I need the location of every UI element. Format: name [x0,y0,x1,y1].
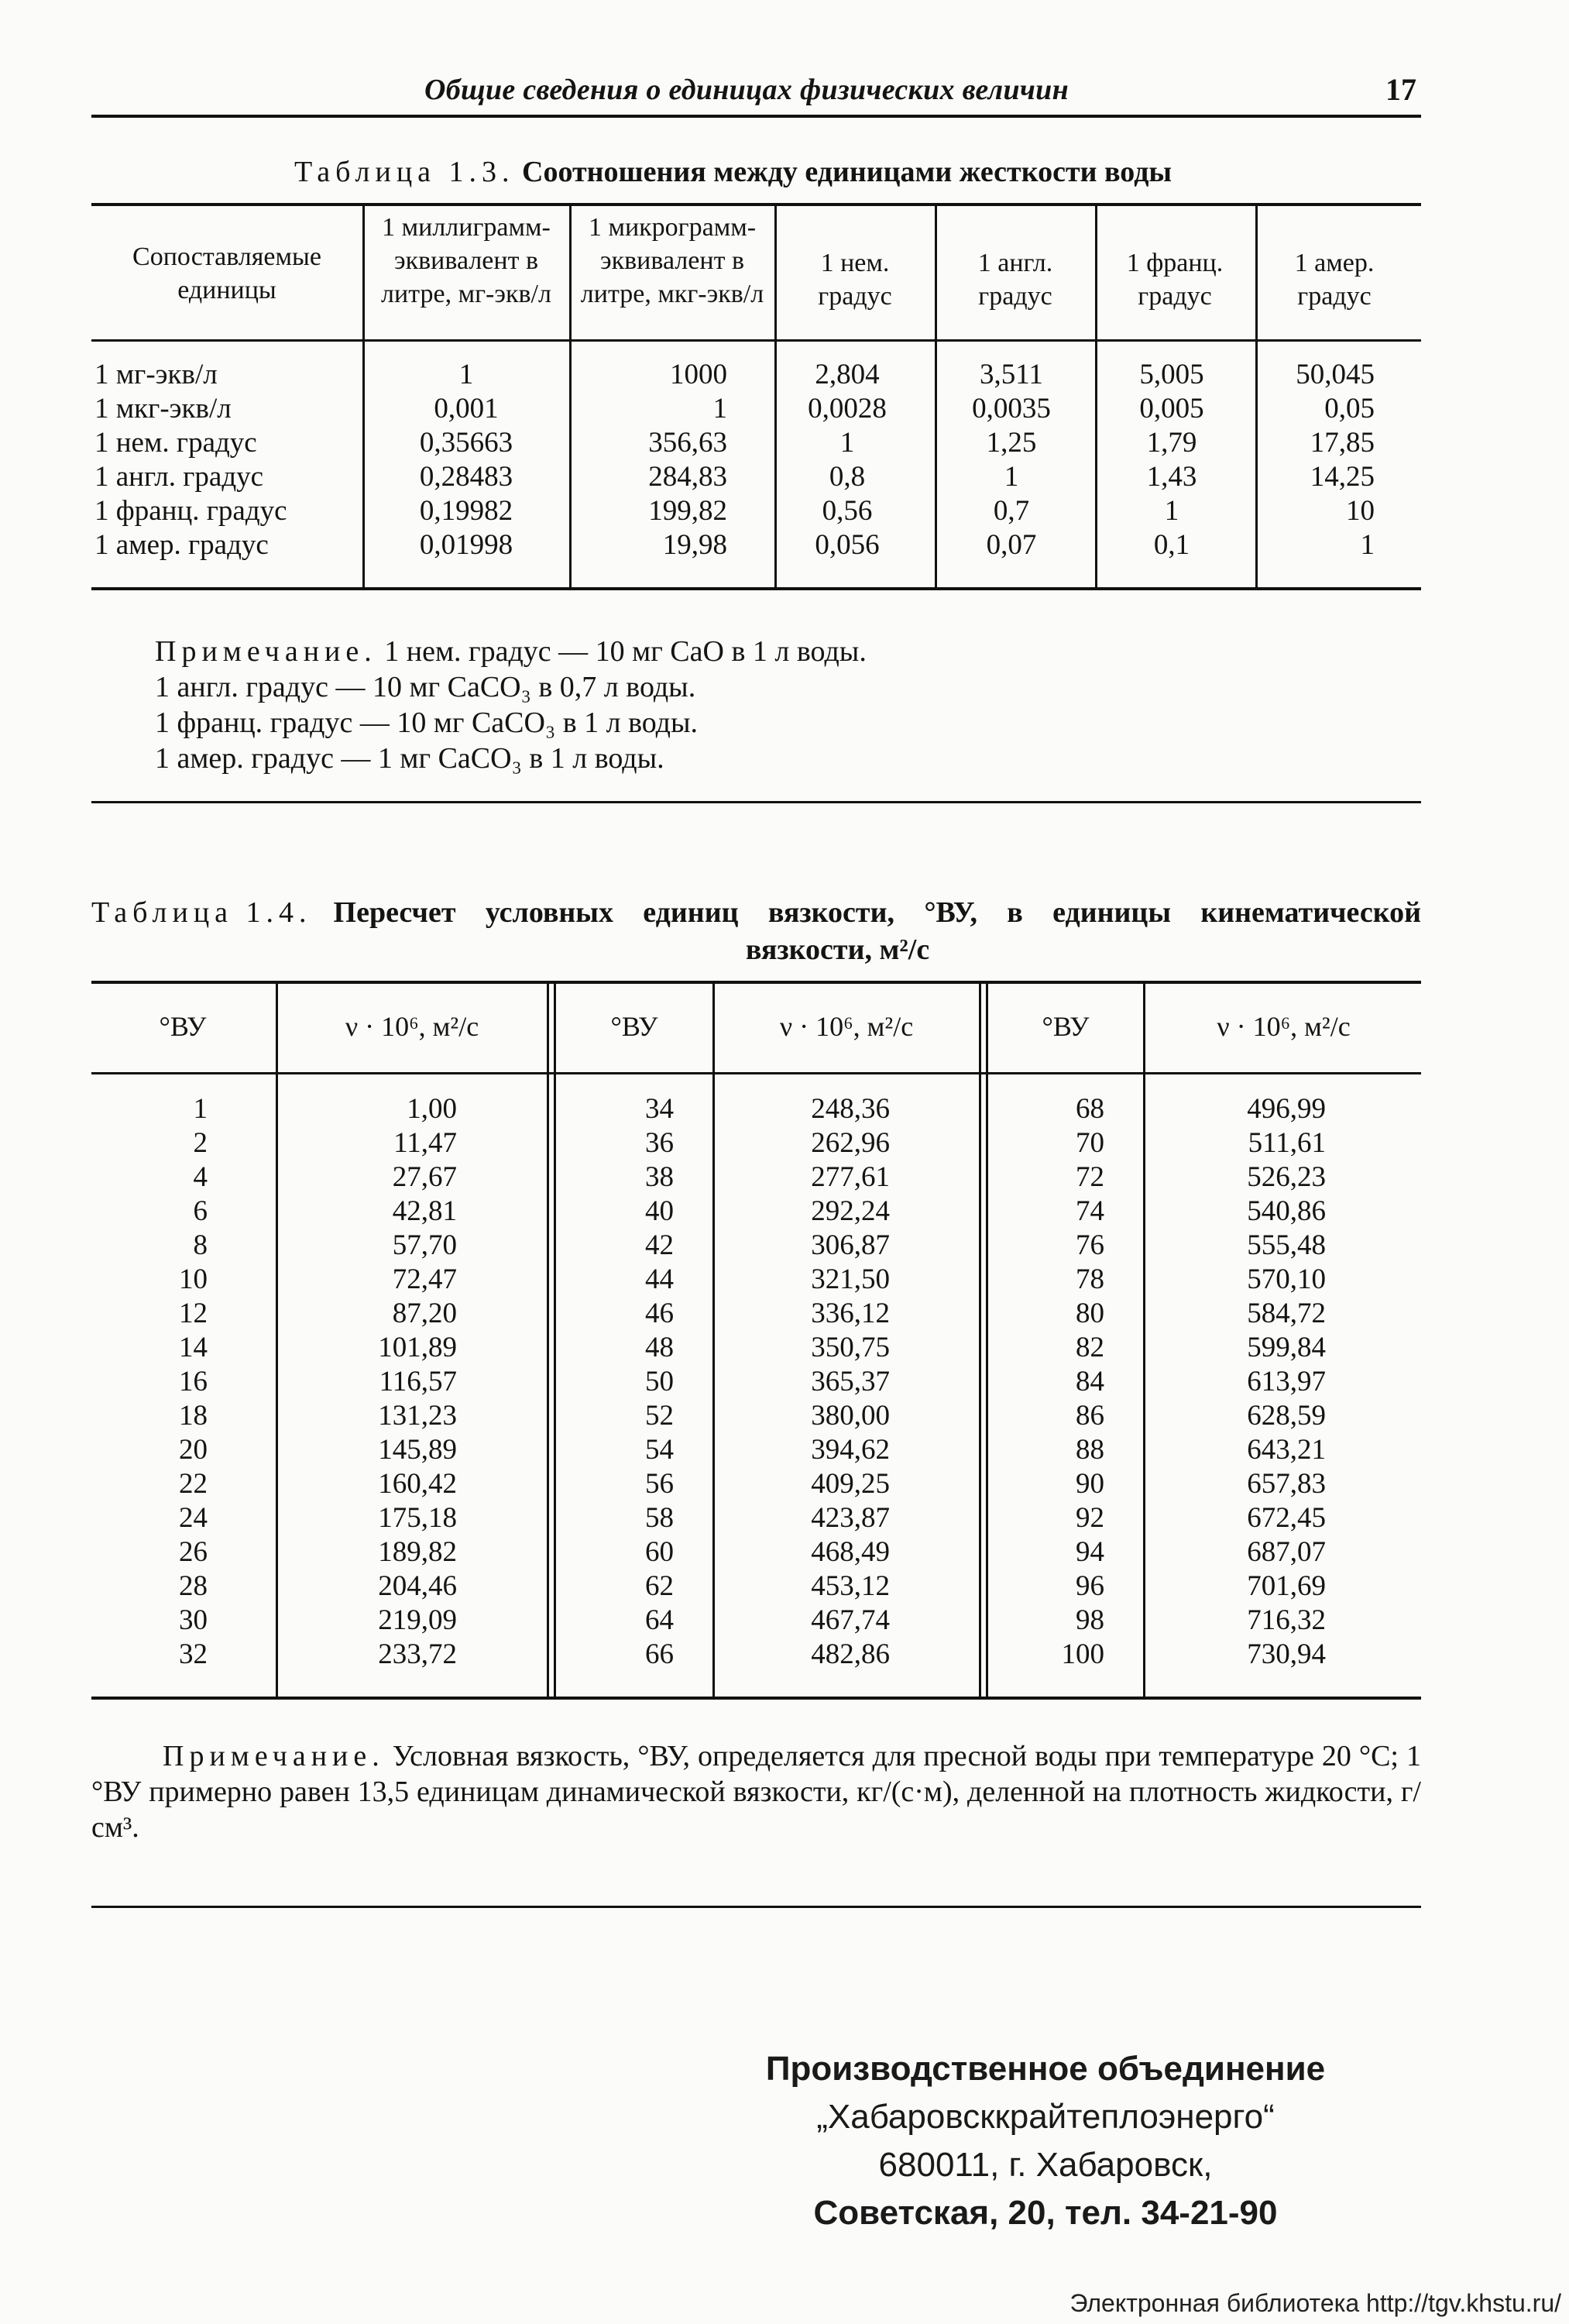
table14-nu-cell: 599,84 [1247,1332,1326,1363]
table14-col-divider-double [986,982,988,1697]
table14-vu-cell: 30 [179,1604,208,1636]
table14-nu-cell: 189,82 [378,1536,457,1568]
table14-nu-cell: 511,61 [1248,1127,1326,1159]
table14-vu-cell: 58 [645,1502,674,1534]
table14-nu-cell: 42,81 [392,1195,457,1227]
section-divider [91,1906,1421,1908]
table14-vu-cell: 42 [645,1229,674,1261]
table13-row-unit: 1 франц. градус [94,495,287,527]
table14-note-text: Условная вязкость, °ВУ, определяется для пресной воды при температуре 20 °C; 1 °ВУ примерно равен 13,5 единицам динамической вязкости, кг/(с·м), деленной на плотность жидкости, г/см³. [91,1740,1421,1844]
table13-cell: 0,8 [829,461,866,493]
table14-nu-cell: 1,00 [407,1093,457,1125]
table13-cell: 2,804 [815,359,880,390]
table14-vu-cell: 60 [645,1536,674,1568]
table13-cell: 199,82 [648,495,727,527]
table13-cell: 0,56 [822,495,873,527]
table13-caption [294,153,1172,191]
table13-cell: 1 [1164,495,1179,527]
table13-cell: 0,005 [1139,393,1204,425]
table14-col-divider [1143,982,1145,1697]
table14-nu-cell: 145,89 [378,1434,457,1466]
table13-row-unit: 1 мкг-экв/л [94,393,232,425]
table14-nu-cell: 643,21 [1247,1434,1326,1466]
table14-vu-cell: 94 [1076,1536,1104,1568]
table13-cell: 1,43 [1146,461,1197,493]
table14-vu-cell: 54 [645,1434,674,1466]
table13-caption-title: Соотношения между единицами жесткости воды [522,156,1172,188]
table14-nu-cell: 87,20 [392,1298,457,1329]
table14-header-vu: °ВУ [159,1011,207,1042]
table14-bottom-rule [91,1697,1421,1700]
table14-vu-cell: 1 [193,1093,208,1125]
table14-top-rule [91,981,1421,984]
table14-nu-cell: 453,12 [811,1570,890,1602]
table14-nu-cell: 482,86 [811,1638,890,1670]
table13-cell: 0,0028 [808,393,887,425]
table13-cell: 50,045 [1296,359,1375,390]
library-footer: Электронная библиотека http://tgv.khstu.ru/ [1069,2289,1561,2317]
table14-vu-cell: 20 [179,1434,208,1466]
table14-caption-title-line2: вязкости, м²/с [745,933,930,966]
table14-nu-cell: 11,47 [393,1127,457,1159]
table13-note-line: 1 франц. градус — 10 мг CaCO₃ в 1 л воды. [155,706,699,739]
table13-cell: 0,05 [1324,393,1375,425]
table14-vu-cell: 84 [1076,1366,1104,1397]
table14-nu-cell: 116,57 [379,1366,457,1397]
table13-cell: 0,07 [986,529,1037,561]
table13-caption-label: Таблица 1.3. [294,156,515,188]
table14-vu-cell: 52 [645,1400,674,1432]
table14-vu-cell: 44 [645,1263,674,1295]
table14-nu-cell: 365,37 [811,1366,890,1397]
table13-header-mkg-eq: 1 микрограмм-эквивалент в литре, мкг-экв/л [580,213,764,308]
table14-nu-cell: 336,12 [811,1298,890,1329]
table13-note-line: 1 нем. градус — 10 мг CaO в 1 л воды. [384,635,867,668]
table14-caption [91,894,1421,968]
table13-header-german: 1 нем. градус [818,249,892,311]
table14-vu-cell: 62 [645,1570,674,1602]
table14-vu-cell: 36 [645,1127,674,1159]
table14-vu-cell: 90 [1076,1468,1104,1500]
table13-cell: 1 [712,393,727,425]
table14-col-divider [712,982,715,1697]
table14-vu-cell: 18 [179,1400,208,1432]
table14-nu-cell: 72,47 [392,1263,457,1295]
table13-bottom-rule [91,587,1421,590]
table13-row-unit: 1 англ. градус [94,461,264,493]
table14-nu-cell: 555,48 [1247,1229,1326,1261]
table14-nu-cell: 160,42 [378,1468,457,1500]
table14-nu-cell: 175,18 [378,1502,457,1534]
table13-cell: 1 [839,427,855,459]
table14-nu-cell: 292,24 [811,1195,890,1227]
table14-vu-cell: 22 [179,1468,208,1500]
table14-nu-cell: 657,83 [1247,1468,1326,1500]
table14-vu-cell: 66 [645,1638,674,1670]
table14-vu-cell: 72 [1076,1161,1104,1193]
stamp-line: Советская, 20, тел. 34-21-90 [813,2194,1278,2232]
table14-nu-cell: 27,67 [392,1161,457,1193]
table14-nu-cell: 57,70 [392,1229,457,1261]
table14-nu-cell: 716,32 [1247,1604,1326,1636]
table13-header-french: 1 франц. градус [1126,249,1224,311]
table14-vu-cell: 82 [1076,1332,1104,1363]
section-divider [91,801,1421,803]
table13-cell: 1,25 [986,427,1037,459]
table14-vu-cell: 38 [645,1161,674,1193]
table14-nu-cell: 423,87 [811,1502,890,1534]
table14-nu-cell: 101,89 [378,1332,457,1363]
table13-row-unit: 1 мг-экв/л [94,359,218,390]
table14-col-divider-double [547,982,549,1697]
table14-nu-cell: 219,09 [378,1604,457,1636]
table14-vu-cell: 48 [645,1332,674,1363]
table14-nu-cell: 628,59 [1247,1400,1326,1432]
table13-cell: 1 [458,359,474,390]
table14-nu-cell: 687,07 [1247,1536,1326,1568]
table13-header-units: Сопоставляемые единицы [132,242,321,304]
stamp-line: Производственное объединение [765,2050,1326,2088]
table14-vu-cell: 96 [1076,1570,1104,1602]
table13-col-divider [935,205,937,587]
table13-cell: 1000 [670,359,727,390]
table14-vu-cell: 92 [1076,1502,1104,1534]
table14-nu-cell: 131,23 [378,1400,457,1432]
table13-header-english: 1 англ. градус [977,249,1053,311]
publisher-stamp [697,2045,1394,2237]
running-header [91,68,1421,118]
table13-header-mg-eq: 1 миллиграмм-эквивалент в литре, мг-экв/л [381,213,551,308]
table13-cell: 1 [1004,461,1019,493]
table14-header-rule [91,1072,1421,1074]
table14-header-nu: ν · 10⁶, м²/с [345,1011,479,1042]
table14-col-divider [276,982,278,1697]
table14-nu-cell: 277,61 [811,1161,890,1193]
stamp-line: 680011, г. Хабаровск, [878,2146,1213,2184]
table14-vu-cell: 14 [179,1332,208,1363]
table14-vu-cell: 74 [1076,1195,1104,1227]
table14-note-label: Примечание. [163,1740,385,1772]
table14-nu-cell: 204,46 [378,1570,457,1602]
table14-vu-cell: 2 [193,1127,208,1159]
table13-col-divider [774,205,777,587]
table14-header-nu: ν · 10⁶, м²/с [779,1011,914,1042]
table14-nu-cell: 672,45 [1247,1502,1326,1534]
table14-col-divider-double [554,982,556,1697]
table14-vu-cell: 88 [1076,1434,1104,1466]
table14-vu-cell: 50 [645,1366,674,1397]
table13-cell: 0,0035 [972,393,1051,425]
table14-col-divider-double [979,982,981,1697]
table13-cell: 5,005 [1139,359,1204,390]
table13-cell: 0,056 [815,529,880,561]
table14-vu-cell: 70 [1076,1127,1104,1159]
table13-cell: 0,001 [434,393,499,425]
table13-cell: 356,63 [648,427,727,459]
table14-nu-cell: 526,23 [1247,1161,1326,1193]
table14-vu-cell: 40 [645,1195,674,1227]
table13-row-unit: 1 амер. градус [94,529,269,561]
table14-nu-cell: 233,72 [378,1638,457,1670]
table14-vu-cell: 10 [179,1263,208,1295]
table14-nu-cell: 540,86 [1247,1195,1326,1227]
table14-vu-cell: 28 [179,1570,208,1602]
table14-nu-cell: 570,10 [1247,1263,1326,1295]
table14-nu-cell: 248,36 [811,1093,890,1125]
table14-nu-cell: 409,25 [811,1468,890,1500]
table14-nu-cell: 321,50 [811,1263,890,1295]
running-header-title: Общие сведения о единицах физических величин [424,74,1069,106]
table14-nu-cell: 380,00 [811,1400,890,1432]
table14-header-vu: °ВУ [610,1011,658,1042]
table14-note [91,1738,1421,1845]
table13-cell: 17,85 [1310,427,1375,459]
table13-col-divider [362,205,365,587]
table13-cell: 1 [1360,529,1375,561]
page-number: 17 [1385,72,1416,107]
table14-vu-cell: 98 [1076,1604,1104,1636]
table14-vu-cell: 26 [179,1536,208,1568]
table13-note-line: 1 амер. градус — 1 мг CaCO₃ в 1 л воды. [155,742,664,775]
table13-cell: 0,19982 [419,495,513,527]
table13-cell: 0,35663 [419,427,513,459]
table14-nu-cell: 394,62 [811,1434,890,1466]
table14-vu-cell: 100 [1061,1638,1104,1670]
table13-cell: 284,83 [648,461,727,493]
stamp-line: „Хабаровсккрайтеплоэнерго“ [816,2098,1275,2136]
table14-vu-cell: 32 [179,1638,208,1670]
table14-nu-cell: 613,97 [1247,1366,1326,1397]
table14-vu-cell: 6 [193,1195,208,1227]
table14-caption-label: Таблица 1.4. [91,896,312,929]
table13-header-rule [91,339,1421,342]
table14-nu-cell: 701,69 [1247,1570,1326,1602]
table13-cell: 14,25 [1310,461,1375,493]
table14-vu-cell: 56 [645,1468,674,1500]
table14-vu-cell: 34 [645,1093,674,1125]
table14-vu-cell: 68 [1076,1093,1104,1125]
table14-nu-cell: 730,94 [1247,1638,1326,1670]
table14-nu-cell: 584,72 [1247,1298,1326,1329]
table14-vu-cell: 76 [1076,1229,1104,1261]
table13-cell: 3,511 [980,359,1043,390]
table14-vu-cell: 16 [179,1366,208,1397]
table13-cell: 19,98 [662,529,727,561]
table14-header-vu: °ВУ [1042,1011,1090,1042]
table13-cell: 0,1 [1153,529,1190,561]
table14-nu-cell: 262,96 [811,1127,890,1159]
table14-caption-title: Пересчет условных единиц вязкости, °ВУ, в единицы кинематической [333,896,1421,929]
table13-note [155,634,1239,776]
table14-nu-cell: 467,74 [811,1604,890,1636]
table14-header-nu: ν · 10⁶, м²/с [1217,1011,1351,1042]
table14-vu-cell: 4 [193,1161,208,1193]
table14-vu-cell: 80 [1076,1298,1104,1329]
table13-cell: 0,01998 [419,529,513,561]
table13-cell: 1,79 [1146,427,1197,459]
table14-vu-cell: 64 [645,1604,674,1636]
table14-vu-cell: 78 [1076,1263,1104,1295]
table14-nu-cell: 306,87 [811,1229,890,1261]
table14-nu-cell: 350,75 [811,1332,890,1363]
table14-nu-cell: 496,99 [1247,1093,1326,1125]
table13-col-divider [1255,205,1258,587]
table13-cell: 0,7 [993,495,1030,527]
table14-vu-cell: 86 [1076,1400,1104,1432]
table14-nu-cell: 468,49 [811,1536,890,1568]
table13-col-divider [569,205,572,587]
table14-vu-cell: 12 [179,1298,208,1329]
table13-note-line: 1 англ. градус — 10 мг CaCO₃ в 0,7 л воды. [155,671,696,703]
table13-col-divider [1095,205,1097,587]
table13-cell: 10 [1346,495,1375,527]
table13-note-label: Примечание. [155,635,377,668]
table13-header-american: 1 амер. градус [1294,249,1375,311]
table14-vu-cell: 24 [179,1502,208,1534]
table13-cell: 0,28483 [419,461,513,493]
table14-vu-cell: 46 [645,1298,674,1329]
table14-vu-cell: 8 [193,1229,208,1261]
table13-row-unit: 1 нем. градус [94,427,257,459]
table13-top-rule [91,203,1421,206]
